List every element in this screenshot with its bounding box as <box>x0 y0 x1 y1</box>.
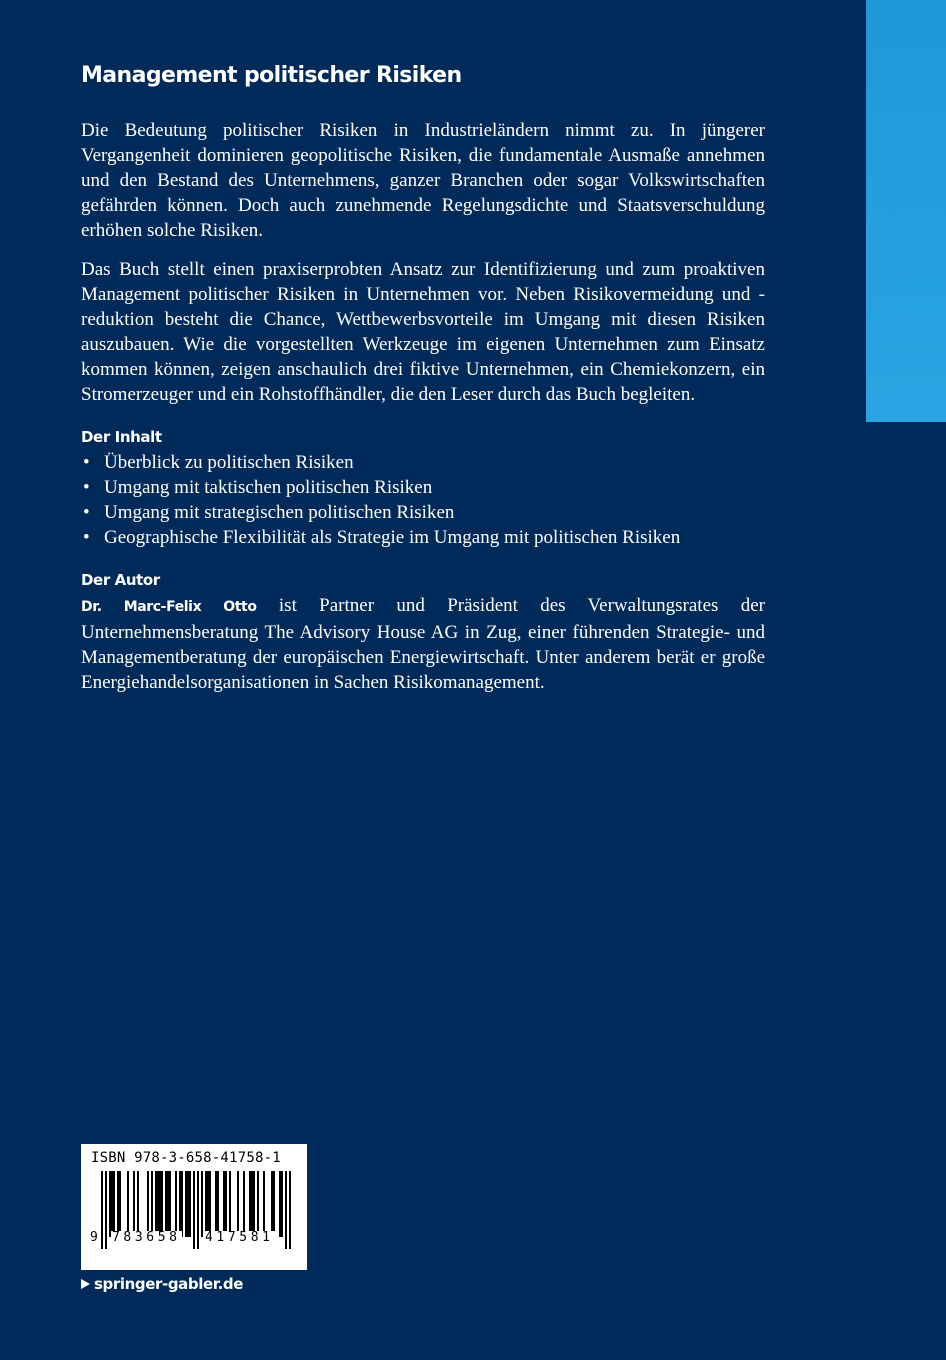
book-title: Management politischer Risiken <box>81 63 462 88</box>
barcode-bar <box>119 1171 121 1237</box>
barcode-bar <box>133 1171 135 1237</box>
barcode-bar <box>243 1171 245 1237</box>
barcode-left-group: 783658 <box>112 1230 181 1245</box>
barcode-bar <box>113 1171 115 1237</box>
barcode-bar <box>207 1171 209 1237</box>
barcode-bar <box>147 1171 149 1237</box>
list-item: • Überblick zu politischen Risiken <box>83 452 354 473</box>
contents-list <box>81 450 765 550</box>
barcode-bar <box>237 1171 239 1237</box>
barcode-bar <box>279 1171 281 1237</box>
barcode-bar <box>187 1171 189 1237</box>
barcode-bar <box>205 1171 207 1237</box>
barcode-digits <box>89 1231 299 1247</box>
barcode-bar <box>229 1171 231 1237</box>
barcode-bar <box>271 1171 273 1237</box>
back-cover-text <box>81 58 765 709</box>
list-item: • Geographische Flexibilität als Strategie im Umgang mit politischen Risiken <box>83 527 681 548</box>
barcode-bar <box>281 1171 283 1237</box>
author-name: Dr. Marc-Felix Otto <box>81 599 257 615</box>
barcode-bar <box>257 1171 259 1237</box>
publisher-website[interactable] <box>81 1273 243 1295</box>
barcode-bar <box>223 1171 225 1237</box>
isbn-barcode <box>81 1144 307 1270</box>
barcode-bar <box>185 1171 187 1237</box>
barcode-bar <box>175 1171 177 1237</box>
barcode-bar <box>273 1171 275 1237</box>
barcode-bar <box>137 1171 139 1237</box>
barcode-bar <box>169 1171 171 1237</box>
arrow-right-icon <box>81 1279 90 1289</box>
barcode-bar <box>179 1171 181 1237</box>
barcode-bar <box>217 1171 219 1237</box>
description-paragraph-1: Die Bedeutung politischer Risiken in Industrieländern nimmt zu. In jüngerer Vergangenheit dominieren geopolitische Risiken, die fundamentale Ausmaße annehmen und den Bestand des Unternehmens, ganzer Branchen oder sogar Volkswirtschaften gefährden können. Doch auch zunehmende Regelungsdichte und Staatsverschuldung erhöhen solche Risiken. <box>81 120 765 241</box>
bullet-icon: • <box>83 477 90 498</box>
barcode-bar <box>263 1171 265 1237</box>
list-item: • Umgang mit strategischen politischen Risiken <box>83 502 455 523</box>
description-paragraph-2: Das Buch stellt einen praxiserprobten Ansatz zur Identifizierung und zum proaktiven Management politischer Risiken in Unternehmen vor. Neben Risikovermeidung und -reduktion besteht die Chance, Wettbewerbsvorteile im Umgang mit diesen Risiken auszubauen. Wie die vorgestellten Werkzeuge im eigenen Unternehmen zum Einsatz kommen können, zeigen anschaulich drei fiktive Unternehmen, ein Chemiekonzern, ein Stromerzeuger und ein Rohstoffhändler, die den Leser durch das Buch begleiten. <box>81 259 765 405</box>
barcode-right-group: 417581 <box>205 1230 274 1245</box>
barcode-bar <box>201 1171 203 1237</box>
barcode-bar <box>181 1171 183 1237</box>
barcode-bar <box>251 1171 253 1237</box>
barcode-bar <box>161 1171 163 1237</box>
barcode-bar <box>151 1171 153 1237</box>
barcode-first-digit: 9 <box>90 1230 98 1245</box>
author-bio <box>81 593 765 695</box>
barcode-bar <box>159 1171 161 1237</box>
barcode-bar <box>127 1171 129 1237</box>
barcode-bar <box>111 1171 113 1237</box>
barcode-bar <box>215 1171 217 1237</box>
website-link[interactable]: springer-gabler.de <box>94 1275 243 1293</box>
bullet-icon: • <box>83 502 90 523</box>
barcode-bar <box>157 1171 159 1237</box>
barcode-bar <box>165 1171 167 1237</box>
author-bio-text: ist Partner und Präsident des Verwaltungsrates der Unternehmensberatung The Advisory House AG in Zug, einer führenden Strategie- und Managementberatung der europäischen Energiewirtschaft. Unter anderem berät er große Energiehandelsorganisationen in Sachen Risikomanagement. <box>81 595 765 693</box>
isbn-label: ISBN 978-3-658-41758-1 <box>91 1150 281 1166</box>
barcode-bar <box>253 1171 255 1237</box>
author-heading: Der Autor <box>81 571 160 589</box>
bullet-icon: • <box>83 452 90 473</box>
barcode-bar <box>109 1171 111 1237</box>
list-item: • Umgang mit taktischen politischen Risiken <box>83 477 433 498</box>
barcode-bar <box>117 1171 119 1237</box>
barcode-bar <box>209 1171 211 1237</box>
accent-bar <box>866 0 946 422</box>
barcode-bar <box>225 1171 227 1237</box>
bullet-icon: • <box>83 527 90 548</box>
contents-heading: Der Inhalt <box>81 428 162 446</box>
barcode-bar <box>167 1171 169 1237</box>
barcode-bar <box>249 1171 251 1237</box>
barcode-bar <box>155 1171 157 1237</box>
barcode-bar <box>189 1171 191 1237</box>
